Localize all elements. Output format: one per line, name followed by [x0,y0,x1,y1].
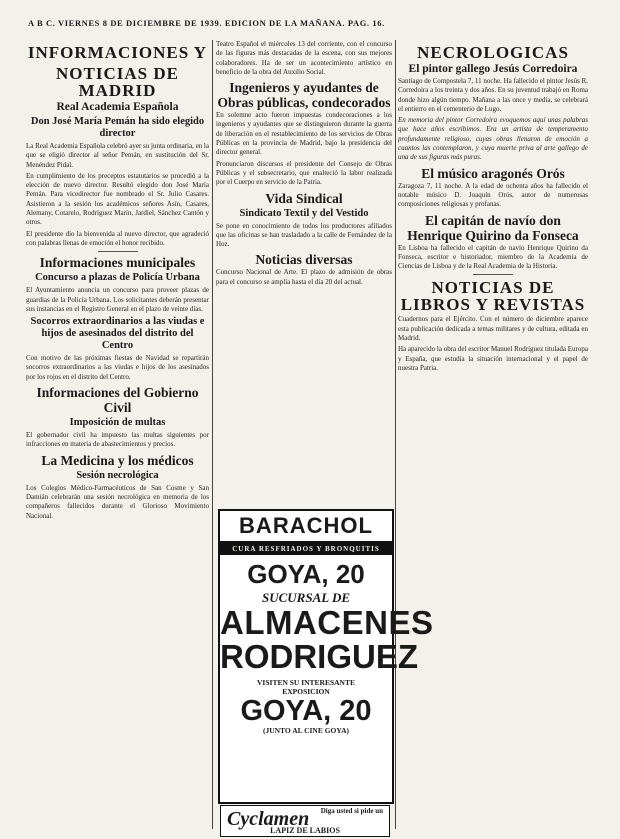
article-subheading: Concurso a plazas de Policía Urbana [35,272,200,284]
article-paragraph: Ha aparecido la obra del escritor Manuel Rodríguez titulada Europa y España, que estudia la situación internacional y el papel de nuestra Patria. [398,345,588,372]
column-right [398,40,588,831]
article-paragraph: Teatro Español el miércoles 13 del corriente, con el concurso de las figuras más destacadas de la escena, con sus mejores colaboradores. Ha de ser un acontecimiento artístico en beneficio de la obra del Auxilio Social. [216,40,392,76]
header-text: A B C. VIERNES 8 DE DICIEMBRE DE 1939. EDICION DE LA MAÑANA. PAG. 16. [28,18,385,28]
article-paragraph: Zaragoza 7, 11 noche. A la edad de ochenta años ha fallecido el notable músico D. Joaquín Orós, autor de numerosas composiciones religiosas y profanas. [398,181,588,209]
article-paragraph: Concurso Nacional de Arte. El plazo de admisión de obras para el concurso se amplía hasta el día 20 del actual. [216,268,392,286]
section-title: NOTICIAS DE LIBROS Y REVISTAS [400,278,586,315]
article-heading: Noticias diversas [255,252,353,268]
ad-product: LAPIZ DE LABIOS [270,826,340,835]
article-heading: El capitán de navío don Henrique Quirino da Fonseca [407,212,579,243]
article-paragraph: Con motivo de las próximas fiestas de Navidad se repartirán socorros extraordinarios a las viudas e hijos de los asesinados por los rojos en el distrito del Centro. [26,354,209,381]
article-paragraph: Se pone en conocimiento de todos los productores afiliados que las oficinas se han trasladado a la calle de Fernández de la Hoz. [216,221,392,249]
ad-store-name: RODRIGUEZ [220,638,418,675]
article-paragraph: En Lisboa ha fallecido el capitán de navío Henrique Quirino da Fonseca, escritor e historiador, miembro de la Academia de Ciencias de Lisboa y de la Real Academia de la Historia. [398,243,588,271]
section-title: NECROLOGICAS [417,43,569,62]
article-paragraph: En solemne acto fueron impuestas condecoraciones a los ingenieros y ayudantes que se distinguieron durante la guerra de liberación en el restablecimiento de los servicios de Obras Públicas en la provincia de Madrid, bajo la presidencia del director general. [216,111,392,157]
ad-address: GOYA, 20 [247,559,365,589]
ad-visit-text: VISITEN SU INTERESANTE [257,678,355,687]
ad-tagline: CURA RESFRIADOS Y BRONQUITIS [220,543,392,555]
article-paragraph: Santiago de Compostela 7, 11 noche. Ha fallecido el pintor Jesús R. Corredoira a los treinta y dos años. En su juventud trabajó en Roma donde hizo algún tiempo. Mañana a las once y media, se celebrará el entierro en el cementerio de Lugo. [398,77,588,113]
article-heading: La Medicina y los médicos [41,452,194,468]
article-heading: Informaciones municipales [39,255,196,271]
article-paragraph: Pronunciaron discursos el presidente del Consejo de Obras Públicas y el subsecretario, que enalteció la labor realizada por el Cuerpo en servicio de la Patria. [216,159,392,187]
section-title: INFORMACIONES Y [27,43,208,62]
column-rule [395,40,396,829]
page-header [28,18,606,30]
ad-exposition: EXPOSICION [282,687,330,696]
ad-address: GOYA, 20 [240,695,372,727]
article-subheading: Sindicato Textil y del Vestido [239,207,369,219]
article-subheading: Sesión necrológica [76,469,159,481]
article-paragraph: Los Colegios Médico-Farmacéuticos de San Cosme y San Damián celebrarán una sesión necrológica en memoria de los compañeros fallecidos durante el Glorioso Movimiento Nacional. [26,483,209,520]
column-middle [216,40,392,505]
article-subheading: Don José María Pemán ha sido elegido director [30,116,205,139]
column-rule [212,40,213,829]
divider [98,251,138,252]
article-heading: Vida Sindical [265,190,343,206]
advertisement-cyclamen [220,805,390,837]
article-heading: Ingenieros y ayudantes de Obras públicas, condecorados [217,80,391,111]
article-paragraph: En memoria del pintor Corredoira evoquemos aquí unas palabras que hace años escribimos. Era un artista de temperamento profundamente religioso, cuyas obras llenaron de emoción a cuantos las contemplaron, y cuya muerte priva al arte gallego de una de sus figuras más puras. [398,116,588,162]
article-paragraph: En cumplimiento de los preceptos estatutarios se procedió a la elección de nuevo director. Resultó elegido don José María Pemán. Para vicedirector fue nombrado el Sr. Julio Casares. Asistieron a la sesión los académicos señores Asín, Casares, Alemany, Cotarelo, Rodríguez Marín, Jardiel, Sánchez Cantón y otros. [26,171,209,227]
article-heading: El pintor gallego Jesús Corredoira [408,63,578,75]
divider [473,274,513,275]
article-paragraph: Cuadernos para el Ejército. Con el número de diciembre aparece esta publicación dedicada a temas militares y de cultura, editada en Madrid. [398,315,588,343]
article-heading: Real Academia Española [56,101,179,113]
ad-slogan: Diga usted si pide un [320,807,383,815]
article-subheading: Imposición de multas [69,417,166,429]
ad-location-note: (JUNTO AL CINE GOYA) [262,726,350,735]
article-paragraph: El gobernador civil ha impuesto las multas siguientes por infracciones en materia de abastecimientos y precios. [26,431,209,449]
article-paragraph: El presidente dio la bienvenida al nuevo director, que agradeció con palabras llenas de emoción el honor recibido. [26,229,209,247]
article-paragraph: La Real Academia Española celebró ayer su junta ordinaria, en la que se eligió director al señor Pemán, en sustitución del Sr. Menéndez Pidal. [26,142,209,169]
article-subheading: Socorros extraordinarios a las viudas e hijos de asesinados del distrito del Centro [30,316,205,352]
ad-sucursal: SUCURSAL DE [261,590,351,605]
column-left [26,40,209,831]
article-paragraph: El Ayuntamiento anuncia un concurso para proveer plazas de guardias de la Policía Urbana. Los solicitantes deberán presentar sus instancias en el Registro General en el plazo de veinte días. [26,286,209,313]
section-title: NOTICIAS DE MADRID [56,64,179,100]
ad-brand-title: BARACHOL [220,511,392,543]
article-heading: Informaciones del Gobierno Civil [36,385,199,416]
advertisement-almacenes [218,509,434,804]
ad-brand: Cyclamen [227,808,310,830]
ad-store-name: ALMACENES [220,604,434,641]
article-heading: El músico aragonés Orós [421,165,565,181]
